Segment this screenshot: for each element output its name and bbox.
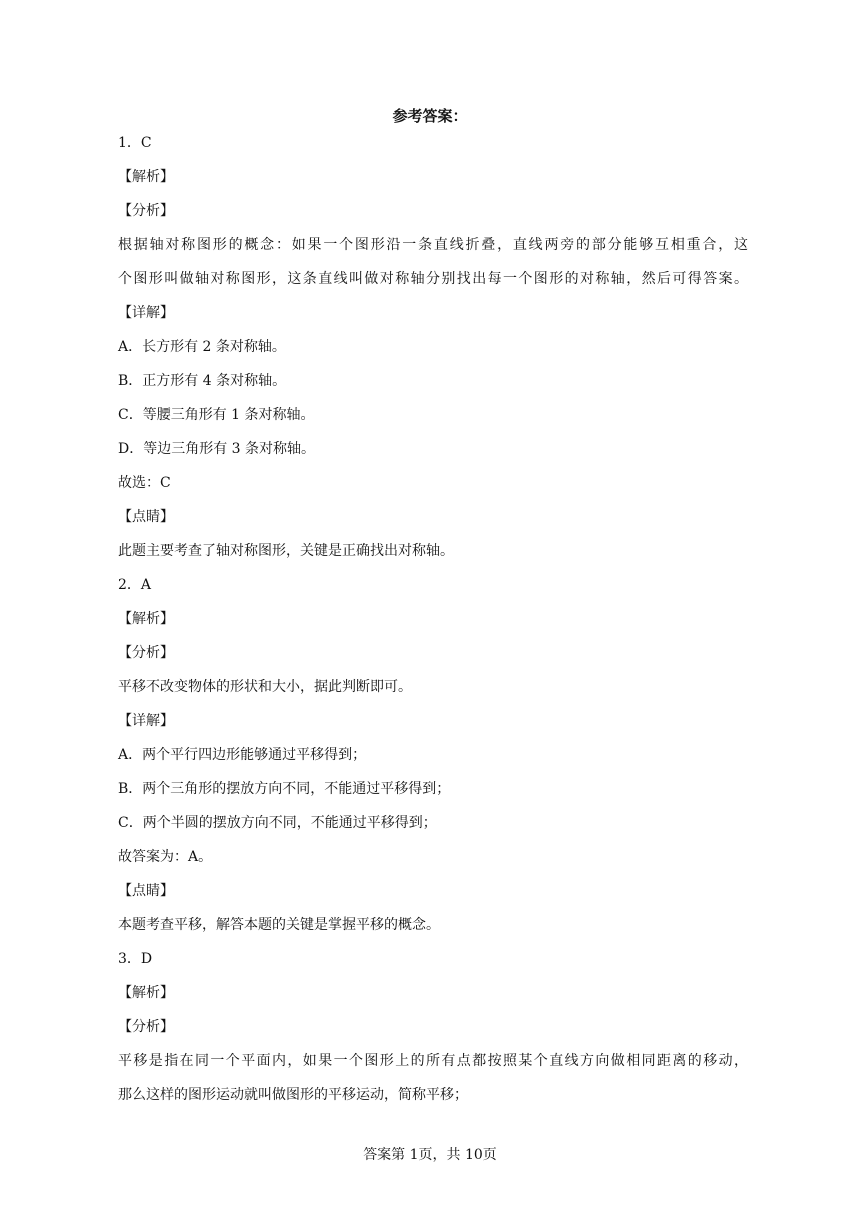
comment-text: 此题主要考查了轴对称图形，关键是正确找出对称轴。: [118, 543, 454, 559]
detail-line: C．等腰三角形有 1 条对称轴。: [118, 407, 315, 423]
detail-line: D．等边三角形有 3 条对称轴。: [118, 441, 316, 457]
analysis-line: 个图形叫做轴对称图形，这条直线叫做对称轴分别找出每一个图形的对称轴，然后可得答案。: [118, 271, 748, 287]
detail-line: B．两个三角形的摆放方向不同，不能通过平移得到；: [118, 781, 451, 797]
comment-text: 本题考查平移，解答本题的关键是掌握平移的概念。: [118, 917, 440, 933]
answer-item-3: [118, 948, 748, 1107]
detail-line: A．长方形有 2 条对称轴。: [118, 339, 286, 355]
answer-heading: 1．C: [118, 135, 152, 151]
section-label-dianjing: 【点睛】: [118, 509, 174, 525]
detail-line: A．两个平行四边形能够通过平移得到；: [118, 747, 367, 763]
answer-item-1: [118, 132, 748, 563]
section-label-xiangjie: 【详解】: [118, 305, 174, 321]
section-label-xiangjie: 【详解】: [118, 713, 174, 729]
detail-line: 故选：C: [118, 475, 171, 491]
answer-heading: 3．D: [118, 951, 153, 967]
section-label-fenxi: 【分析】: [118, 1019, 174, 1035]
answer-heading: 2．A: [118, 577, 152, 593]
analysis-line: 平移不改变物体的形状和大小，据此判断即可。: [118, 679, 412, 695]
analysis-line: 那么这样的图形运动就叫做图形的平移运动，简称平移；: [118, 1087, 468, 1103]
section-label-jiexi: 【解析】: [118, 611, 174, 627]
detail-line: B．正方形有 4 条对称轴。: [118, 373, 287, 389]
detail-line: 故答案为：A。: [118, 849, 213, 865]
page-title: 参考答案：: [392, 107, 468, 125]
section-label-fenxi: 【分析】: [118, 203, 174, 219]
section-label-fenxi: 【分析】: [118, 645, 174, 661]
detail-line: C．两个半圆的摆放方向不同，不能通过平移得到；: [118, 815, 437, 831]
analysis-paragraph: [118, 234, 748, 291]
analysis-line: 根据轴对称图形的概念：如果一个图形沿一条直线折叠，直线两旁的部分能够互相重合，这: [118, 237, 748, 253]
section-label-jiexi: 【解析】: [118, 985, 174, 1001]
answer-item-2: [118, 574, 748, 937]
analysis-paragraph: [118, 1050, 748, 1107]
section-label-jiexi: 【解析】: [118, 169, 174, 185]
analysis-line: 平移是指在同一个平面内，如果一个图形上的所有点都按照某个直线方向做相同距离的移动，: [118, 1053, 748, 1069]
answer-content: [118, 132, 748, 1118]
section-label-dianjing: 【点睛】: [118, 883, 174, 899]
page-footer: 答案第 1页，共 10页: [363, 1147, 497, 1163]
